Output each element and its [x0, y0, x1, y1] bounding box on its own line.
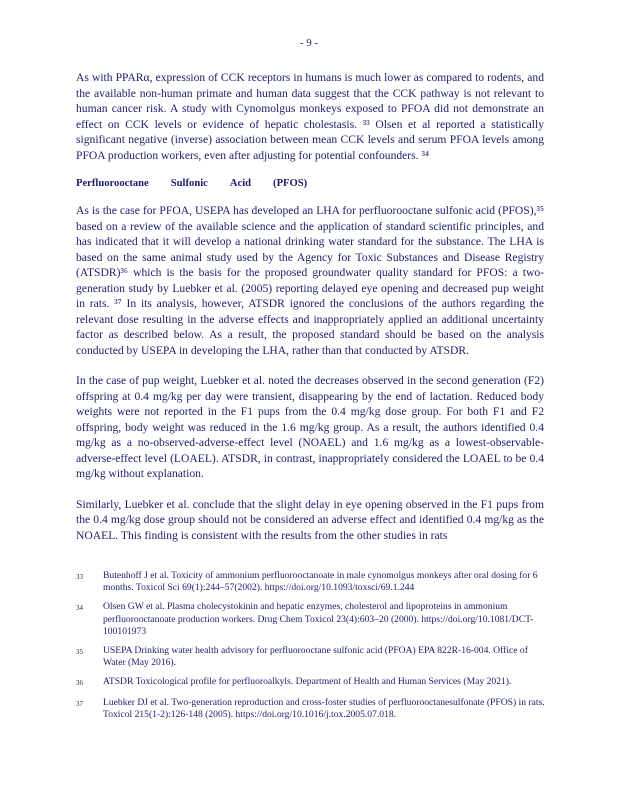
footnote-text: USEPA Drinking water health advisory for perfluorooctane sulfonic acid (PFOA) EPA 822R-16-004. Office of Water (May 2016). — [103, 645, 528, 669]
heading-word: Perfluorooctane — [76, 178, 149, 189]
footnote-text: Luebker DJ et al. Two-generation reproduction and cross-foster studies of perfluorooctanesulfonate (PFOS) in rats. Toxicol 215(1-2):126-148 (2005). https://doi.org/10.1016/j.tox.2005.07.018. — [103, 696, 545, 720]
body-text — [76, 70, 544, 558]
page-number: - 9 - — [299, 37, 319, 49]
footnotes — [76, 570, 546, 728]
paragraph-lha: As is the case for PFOA, USEPA has developed an LHA for perfluorooctane sulfonic acid (PFOS),³⁵ based on a review of the available science and the application of standard scientific principles, and has indicated that it will develop a national drinking water standard for the substance. The LHA is based on the same animal study used by the Agency for Toxic Substances and Disease Registry (ATSDR)³⁶ which is the basis for the proposed groundwater quality standard for PFOS: a two-generation study by Luebker et al. (2005) reporting delayed eye opening and decreased pup weight in rats. ³⁷ In its analysis, however, ATSDR ignored the conclusions of the authors regarding the relevant dose resulting in the adverse effects and inappropriately applied an additional uncertainty factor as described below. As a result, the proposed standard should be based on the analysis conducted by USEPA in developing the LHA, rather than that conducted by ATSDR. — [76, 204, 544, 357]
footnote-number: 34 — [76, 604, 83, 613]
footnote — [76, 645, 546, 669]
footnote — [76, 697, 546, 721]
footnote — [76, 601, 546, 638]
footnote-text: ATSDR Toxicological profile for perfluoroalkyls. Department of Health and Human Services (May 2021). — [103, 676, 512, 688]
footnote-number: 35 — [76, 648, 83, 657]
paragraph-eye-opening: Similarly, Luebker et al. conclude that the slight delay in eye opening observed in the F1 pups from the 0.4 mg/kg dose group should not be considered an adverse effect and identified 0.4 mg/kg as the NOAEL. This finding is consistent with the results from the other studies in rats — [76, 497, 544, 542]
footnote-number: 33 — [76, 573, 83, 581]
footnote-number: 37 — [76, 699, 83, 708]
footnote — [76, 676, 546, 689]
section-heading-pfos — [76, 178, 544, 189]
footnote-text: Butenhoff J et al. Toxicity of ammonium perfluorooctanoate in male cynomolgus monkeys after oral dosing for 6 months. Toxicol Sci 69(1):244–57(2002). https://doi.org/10.1093/toxsci/69.1.244 — [103, 570, 538, 594]
footnote-number: 36 — [76, 679, 83, 688]
heading-word: (PFOS) — [273, 178, 308, 189]
footnote-text: Olsen GW et al. Plasma cholecystokinin and hepatic enzymes, cholesterol and lipoproteins in ammonium perfluorooctanoate production workers. Drug Chem Toxicol 23(4):603–20 (2000). https://doi.org/10.1081/DCT-100101973 — [103, 601, 534, 637]
heading-word: Acid — [229, 178, 252, 189]
paragraph-cck: As with PPARα, expression of CCK receptors in humans is much lower as compared to rodents, and the available non-human primate and human data suggest that the CCK pathway is not relevant to human cancer risk. A study with Cynomolgus monkeys exposed to PFOA did not demonstrate an effect on CCK levels or evidence of hepatic cholestasis. ³³ Olsen et al reported a statistically significant negative (inverse) association between mean CCK levels and serum PFOA levels among PFOA production workers, even after adjusting for potential confounders. ³⁴ — [76, 71, 544, 162]
paragraph-pup-weight: In the case of pup weight, Luebker et al. noted the decreases observed in the second generation (F2) offspring at 0.4 mg/kg per day were transient, disappearing by the end of lactation. Reduced body weights were not reported in the F1 pups from the 0.4 mg/kg dose group. For both F1 and F2 offspring, body weight was reduced in the 1.6 mg/kg group. As a result, the authors identified 0.4 mg/kg as a no-observed-adverse-effect level (NOAEL) and 1.6 mg/kg as a lowest-observable-adverse-effect level (LOAEL). ATSDR, in contrast, inappropriately considered the LOAEL to be 0.4 mg/kg without explanation. — [76, 374, 544, 480]
heading-word: Sulfonic — [170, 178, 208, 189]
footnote — [76, 570, 546, 594]
